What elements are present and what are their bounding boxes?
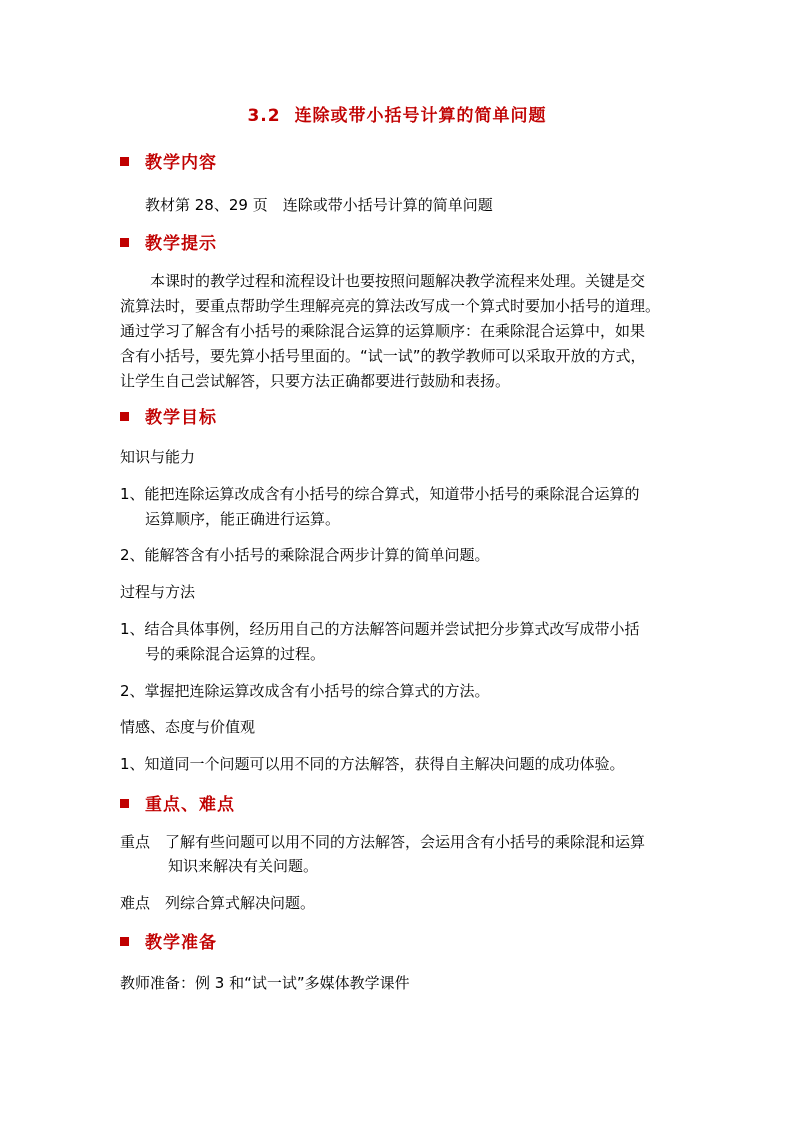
keypoints-key-line-1: 重点 了解有些问题可以用不同的方法解答，会运用含有小括号的乘除混和运算: [120, 833, 646, 851]
section-heading-text: 教学提示: [145, 234, 217, 254]
goals-item-2b: 2、掌握把连除运算改成含有小括号的综合算式的方法。: [120, 682, 490, 700]
square-bullet-icon: [120, 799, 129, 808]
section-heading-text: 教学准备: [145, 933, 217, 953]
page-title: [0, 106, 794, 126]
goals-subheading-process: 过程与方法: [120, 583, 196, 601]
goals-item-3a: 1、知道同一个问题可以用不同的方法解答，获得自主解决问题的成功体验。: [120, 755, 625, 773]
tips-line-2: 流算法时，要重点帮助学生理解亮亮的算法改写成一个算式时要加小括号的道理。: [120, 297, 661, 315]
square-bullet-icon: [120, 157, 129, 166]
tips-line-5: 让学生自己尝试解答，只要方法正确都要进行鼓励和表扬。: [120, 372, 511, 390]
keypoints-difficult: 难点 列综合算式解决问题。: [120, 894, 316, 912]
section-heading-text: 重点、难点: [145, 795, 235, 815]
title-text: 连除或带小括号计算的简单问题: [294, 106, 547, 126]
title-number: 3.2: [247, 106, 281, 126]
square-bullet-icon: [120, 412, 129, 421]
goals-subheading-knowledge: 知识与能力: [120, 448, 196, 466]
square-bullet-icon: [120, 238, 129, 247]
prep-text: 教师准备：例 3 和“试一试”多媒体教学课件: [120, 974, 410, 992]
section-heading-text: 教学目标: [145, 408, 217, 428]
goals-item-1b: 2、能解答含有小括号的乘除混合两步计算的简单问题。: [120, 546, 490, 564]
section-heading-content: [120, 153, 217, 173]
section-heading-prep: [120, 933, 217, 953]
goals-item-2a-line-1: 1、结合具体事例，经历用自己的方法解答问题并尝试把分步算式改写成带小括: [120, 620, 640, 638]
tips-line-1: 本课时的教学过程和流程设计也要按照问题解决教学流程来处理。关键是交: [150, 272, 646, 290]
square-bullet-icon: [120, 937, 129, 946]
section-heading-tips: [120, 234, 217, 254]
section-heading-goals: [120, 408, 217, 428]
goals-item-1a-line-1: 1、能把连除运算改成含有小括号的综合算式，知道带小括号的乘除混合运算的: [120, 485, 640, 503]
tips-line-3: 通过学习了解含有小括号的乘除混合运算的运算顺序：在乘除混合运算中，如果: [120, 322, 646, 340]
section-heading-keypoints: [120, 795, 235, 815]
content-text: 教材第 28、29 页 连除或带小括号计算的简单问题: [145, 196, 493, 214]
section-heading-text: 教学内容: [145, 153, 217, 173]
goals-item-1a-line-2: 运算顺序，能正确进行运算。: [145, 510, 341, 528]
tips-line-4: 含有小括号，要先算小括号里面的。“试一试”的教学教师可以采取开放的方式，: [120, 347, 646, 365]
goals-item-2a-line-2: 号的乘除混合运算的过程。: [145, 645, 326, 663]
goals-subheading-emotion: 情感、态度与价值观: [120, 718, 256, 736]
keypoints-key-line-2: 知识来解决有关问题。: [168, 857, 319, 875]
